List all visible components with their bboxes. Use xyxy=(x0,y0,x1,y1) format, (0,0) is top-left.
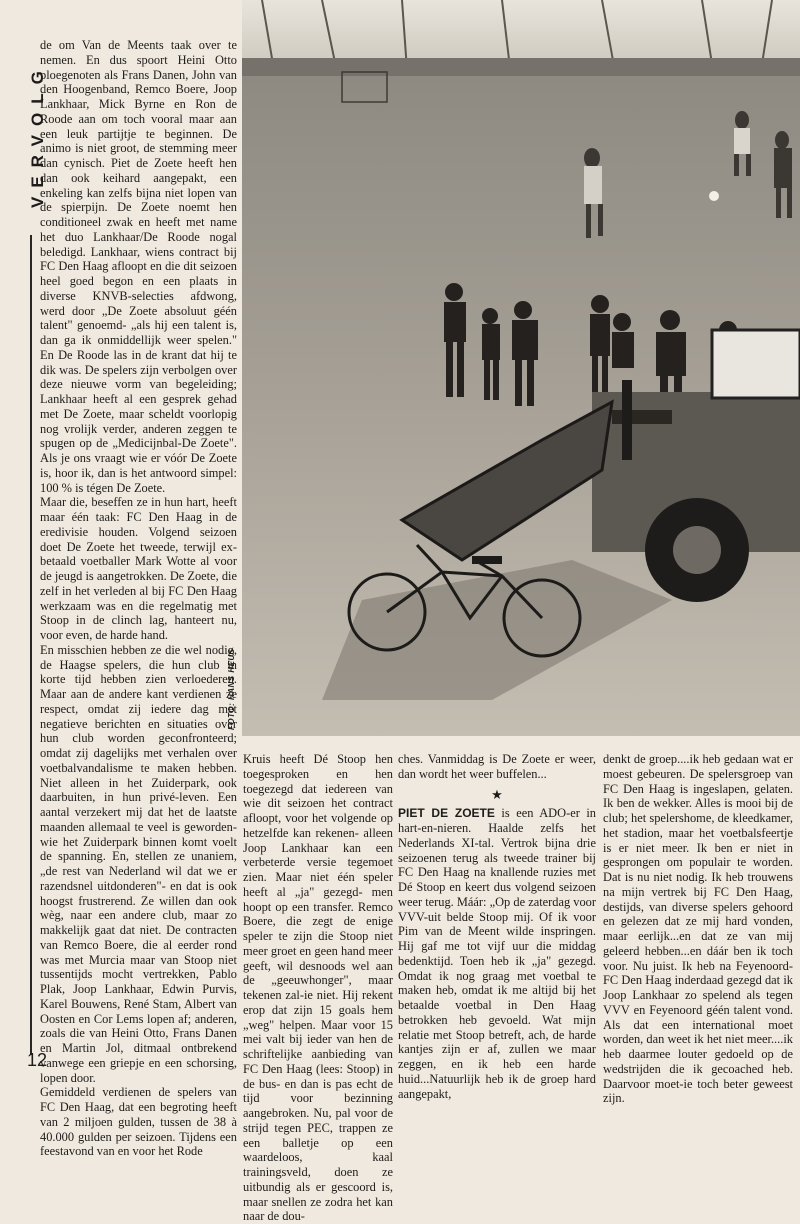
photo-illustration xyxy=(242,0,800,735)
paragraph: Gemiddeld verdienen de spelers van FC Den Haag, dat een begroting heeft van 2 miljoen gulden, tussen de 38 à 40.000 gulden per seizoen. Tijdens een feestavond van en voor het Rode xyxy=(40,1085,237,1159)
article-column-1 xyxy=(40,38,237,1159)
photo-credit: FOTO: HANS HEUS xyxy=(227,648,236,730)
section-rule xyxy=(30,235,32,1055)
article-column-3 xyxy=(398,752,596,1101)
paragraph: Maar die, beseffen ze in hun hart, heeft maar één taak: FC Den Haag in de eredivisie houden. Volgend seizoen doet De Zoete het tweede, terwijl ex- betaald voetballer Mark Wotte al voor de jeugd is aangetrokken. De Zoete, die zelf in het verleden al bij FC Den Haag werkzaam was en die regelmatig met Stoop in de clinch lag, hanteert nu, voor even, de harde hand. xyxy=(40,495,237,642)
paragraph: ches. Vanmiddag is De Zoete er weer, dan wordt het weer buffelen... xyxy=(398,752,596,781)
article-column-2 xyxy=(243,752,393,1224)
page-number: 12 xyxy=(27,1050,48,1070)
paragraph: En misschien hebben ze die wel nodig, de Haagse spelers, die hun club in korte tijd hebben zien verloederen. Maar aan de andere kant verdienen ze respect, omdat zij iedere dag met negatieve berichten en situaties over hun club worden geconfronteerd; omdat zij dagelijks met verhalen over voetbalvandalisme te maken hebben. Niet alleen in het Zuiderpark, ook daarbuiten, in hun privé-leven. Een aantal verzekert mij dat het de laatste maanden allemaal te veel is geworden- wie het Zuiderpark binnen komt voelt de spanning. En, stellen ze unaniem, „de rest van Nederland wil dat we er razendsnel uitdonderen"- en dat is ook hoogst frustrerend. Ze willen dan ook wèg, naar een andere club, maar zo makkelijk gaat dat niet. De contracten van Remco Boere, die al eerder rond was met Murcia maar van Stoop niet tussentijds mocht vertrekken, Pablo Plak, Joop Lankhaar, Edwin Purvis, Karel Bouwens, René Stam, Albert van Oosten en Cor Lems lopen af; anderen, zoals die van Heini Otto, Frans Danen en Martin Jol, ditmaal ontbrekend vanwege een griepje en een schorsing, lopen door. xyxy=(40,642,237,1085)
star-separator-icon: ★ xyxy=(491,786,503,802)
subhead-lead: PIET DE ZOETE xyxy=(398,806,495,821)
paragraph: denkt de groep....ik heb gedaan wat er moest gebeuren. De spelersgroep van FC Den Haag is ingeslapen, gelaten. Ik ben de wekker. Alles is mooi bij de club; het spelershome, de kleedkamer, het stadion, maar het voetbalsfeertje is er niet meer. Ik ben er niet in gesprongen om populair te worden. Dat is nu niet nodig. Ik heb trouwens na mijn vertrek bij FC Den Haag, destijds, van diverse spelers gehoord en gelezen dat ze mij hard vonden, maar eerlijk...en dat ze van mij geleerd hebben...en dáár ben ik toch voor. Nu juist. Ik heb na Feyenoord-FC Den Haag inderdaad gezegd dat ik Joop Lankhaar zo spelend als tegen VVV en Feyenoord géén talent vond. Als dat een international moet worden, dan weet ik het niet meer....ik heb daarmee louter gedoeld op de wedstrijden die ik gecoached heb. Daarvoor moet-ie toch beter geweest zijn. xyxy=(603,752,793,1106)
paragraph: de om Van de Meents taak over te nemen. En dus spoort Heini Otto ploegenoten als Frans Danen, John van den Hoogenband, Remco Boere, Joop Lankhaar, Mick Byrne en Ron de Roode aan om toch vooral maar aan een leuk partijtje te beginnen. De animo is niet groot, de stemming meer dan cynisch. Piet de Zoete heeft hen dan ook keihard aangepakt, een enkeling kan zelfs bijna niet lopen van de spierpijn. De Zoete noemt hen conditioneel zwak en heeft met name het duo Lankhaar/De Roode nogal beledigd. Lankhaar, wiens contract bij FC Den Haag afloopt en die dit seizoen heel goed begon en een plaats in diverse KNVB-selecties afdwong, werd door „De Zoete absoluut géén talent" genoemd- „als hij een talent is, dan ga ik onmiddellijk weer spelen." En De Roode las in de krant dat hij te dik was. De spelers zijn verbolgen over deze nieuwe vorm van begeleiding; Lankhaar heeft al een gesprek gehad met De Zoete, maar scheldt voorlopig nog vrolijk verder, anderen zeggen te spugen op de „Medicijnbal-De Zoete". Als je ons vraagt wie er vóór De Zoete is, hoor ik, dan is het antwoord simpel: 100 % is tégen De Zoete. xyxy=(40,38,237,495)
article-column-4 xyxy=(603,752,793,1106)
section-label: VERVOLG xyxy=(28,62,47,208)
training-field-photo xyxy=(242,0,800,735)
paragraph: Kruis heeft Dé Stoop hen toegesproken en hen toegezegd dat iedereen van wie dit seizoen het contract afloopt, voor het volgende op hetzelfde kan rekenen- alleen Joop Lankhaar kan een verbeterde versie tegemoet zien. Maar niet één speler heeft al „ja" gezegd- men hoopt op een transfer. Remco Boere, die zegt de enige speler te zijn die Stoop niet meer groet en geen hand meer geeft, wil desnoods wel aan de „geeuwhonger", maar tekenen zal-ie niet. Hij rekent erop dat zijn 15 goals hem „weg" helpen. Maar voor 15 mei valt bij ieder van hen de schriftelijke aanbieding van FC Den Haag (lees: Stoop) in de bus- en dan is pas echt de tijd voor bezinning aangebroken. Nu, pal voor de strijd tegen PEC, trappen ze een balletje op een waardeloos, kaal trainingsveld, doen ze uitbundig als er gescoord is, maar snellen ze zodra het kan naar de dou- xyxy=(243,752,393,1224)
paragraph xyxy=(398,806,596,1101)
paragraph-body: is een ADO-er in hart-en-nieren. Haalde zelfs het Nederlands XI-tal. Vertrok bijna drie seizoenen terug als tweede trainer bij FC Den Haag na knallende ruzies met Dé Stoop en keert dus volgend seizoen weer terug. Máár: „Op de zaterdag voor VVV-uit belde Stoop mij. Of ik voor Pim van de Meent wilde inspringen. Hij gaf me tot vijf uur die middag bedenktijd. Toen heb ik „ja" gezegd. Omdat ik nog graag met voetbal te maken heb, omdat ik me altijd bij het betaalde voetbal in Den Haag betrokken heb gevoeld. Wat mijn relatie met Stoop betreft, ach, de harde kantjes zijn er af, zullen we maar zeggen, en ik heb een harde huid...Natuurlijk heb ik de groep hard aangepakt, xyxy=(398,806,596,1101)
